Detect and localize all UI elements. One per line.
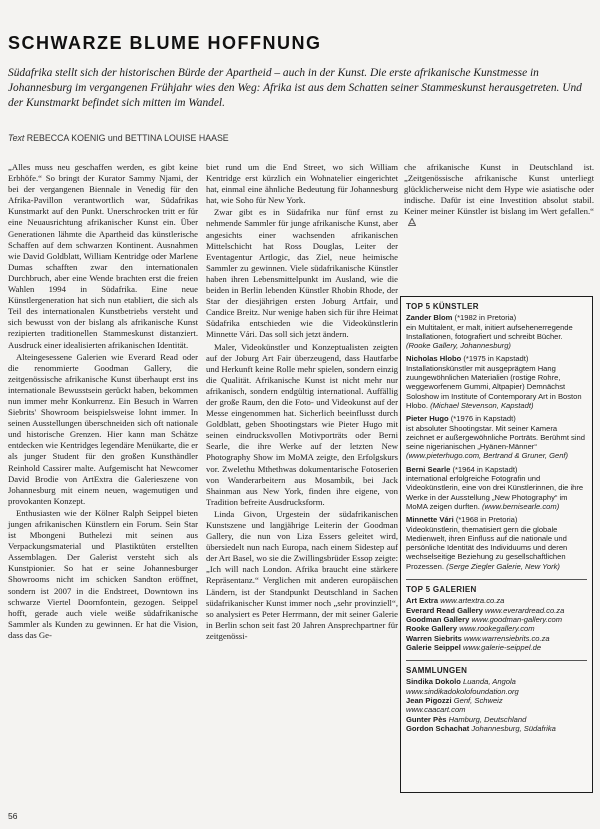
artist-entry — [406, 354, 587, 410]
gallery-url: www.artextra.co.za — [440, 596, 505, 606]
artist-name: Zander Blom — [406, 313, 453, 323]
gallery-name: Rooke Gallery — [406, 624, 458, 634]
collector-location: www.sindikadokolofoundation.org — [406, 686, 519, 696]
gallery-name: Everard Read Gallery — [406, 605, 483, 615]
collection-entry — [406, 677, 587, 686]
gallery-entry — [406, 606, 587, 615]
collection-entry — [406, 705, 587, 714]
paragraph: Zwar gibt es in Südafrika nur fünf ernst zu nehmende Sammler für junge afrikanische Kunst, aber angesichts einer wachsenden afrikanischen Mittelschicht hat Ross Douglas, Leiter der Eventagentur Artlogic, das Ziel, neue heimische Sammler zu gewinnen. Viele südafrikanische Künstler haben ihren Lebensmittelpunkt im Ausland, wie die beiden in Berlin lebenden Künstler Rhobin Rhode, der Star der diesjährigen ersten Joburg Artfair, und Candice Breitz. Nur wenige haben sich für ihre Heimat Südafrika entschieden wie die Videokünstlerin Minnette Vári. Das soll sich jetzt ändern. — [206, 207, 398, 340]
galleries-section — [406, 579, 587, 652]
article-column-3 — [404, 162, 594, 229]
article-column-2 — [206, 162, 398, 642]
info-sidebar — [400, 296, 593, 793]
page-number: 56 — [8, 811, 18, 821]
collector-name: Jean Pigozzi — [406, 695, 452, 705]
galleries-heading: TOP 5 GALERIEN — [406, 585, 477, 595]
paragraph: Enthusiasten wie der Kölner Ralph Seippel bieten jungen afrikanischen Künstlern ein Forum. Sein Star ist Mbongeni Buthelezi mit seinen aus Verpackungsmaterial und Plastiktüten erstellten Assemblagen. Der Galerist versteht sich als Kunstpionier. So hat er seine Johannesburger Showrooms nicht im schicken Sandton eröffnet, sondern ist 2007 in die Endstreet, Downtown ins schwarze Viertel Doornfontein, gezogen. Seippel hofft, gerade auch viele weiße südafrikanische Sammler als Kunden zu gewinnen. Er hat die Vision, dass das Ge- — [8, 507, 198, 640]
artist-entry — [406, 414, 587, 460]
collector-name: Gordon Schachat — [406, 723, 470, 733]
artist-detail: (*1982 in Pretoria) — [454, 313, 517, 323]
artist-description: Installationskünstler mit ausgeprägtem Hang zuungewöhnlichen Materialien (rostige Rohre, weggeworfenem Gummi, Altpapier) Demnächst Soloshow im Institute of Contemporary Art in Boston Hlobo. — [406, 363, 582, 410]
gallery-entry — [406, 615, 587, 624]
gallery-list — [406, 596, 587, 652]
paragraph: „Alles muss neu geschaffen werden, es gibt keine Erbhöfe.“ So bringt der Kurator Sammy Njami, der bei der vergangenen Biennale in Venedig für den Afrika-Pavillon verantwortlich war, Südafrikas Kunstmarkt auf den Punkt. Unerschrocken tritt er für eine Neuausrichtung afrikanischer Kunst ein. Über Generationen lähmte die Apartheid das künstlerische Schaffen auf dem schwarzen Kontinent. Ausnahmen wie David Goldblatt, William Kentridge oder Marlene Dumas schafften zwar den internationalen Durchbruch, aber eine Wende brachten erst die freien Wahlen 1994 in Südafrika. Eine neue Künstlergeneration hat sich nun etabliert, die sich als Teil des internationalen Kunstbetriebs versteht und sich bewusst von der bislang als afrikanische Kunst rezipierten traditionellen Stammeskunst distanziert. Ausdruck einer idealisierten afrikanischen Identität. — [8, 162, 198, 350]
collection-list — [406, 677, 587, 733]
gallery-name: Goodman Gallery — [406, 614, 470, 624]
collector-name: Gunter Pès — [406, 714, 447, 724]
gallery-entry — [406, 624, 587, 633]
artist-name: Nicholas Hlobo — [406, 354, 462, 364]
gallery-url: www.goodman-gallery.com — [471, 614, 563, 624]
gallery-url: www.warrensiebrits.co.za — [463, 633, 550, 643]
artist-detail: (*1975 in Kapstadt) — [463, 354, 529, 364]
article-title: SCHWARZE BLUME HOFFNUNG — [8, 33, 322, 53]
artist-name: Berni Searle — [406, 464, 451, 474]
end-mark-icon — [408, 218, 416, 226]
collection-entry — [406, 724, 587, 733]
artist-detail: (*1968 in Pretoria) — [455, 515, 518, 525]
artist-description: Videokünstlerin, thematisiert gern die globale Medienwelt, ihren Einfluss auf die nationale und persönliche Identität des Individuums und deren wechselseitige Beziehung zu gesellschaftlichen Prozessen. — [406, 524, 568, 571]
credit-label: Text — [8, 133, 25, 143]
paragraph-text: che afrikanische Kunst in Deutschland ist. „Zeitgenössische afrikanische Kunst unterliegt glücklicherweise nicht dem Hype wie asiatische oder indische. Dafür ist eine Investition absolut stabil. Keiner meiner Künstler ist bislang im Wert gefallen.“ — [404, 162, 594, 217]
artist-description: ist absoluter Shootingstar. Mit seiner Kamera zeichnet er außergewöhnliche Porträts. Berühmt sind seine nigerianischen „Hyänen-Männer“ — [406, 423, 585, 452]
gallery-entry — [406, 634, 587, 643]
collector-location: Hamburg, Deutschland — [448, 714, 527, 724]
collector-location: Johannesburg, Südafrika — [471, 723, 556, 733]
artist-source: (Serge Ziegler Galerie, New York) — [446, 561, 560, 571]
artist-list — [406, 313, 587, 571]
gallery-entry — [406, 596, 587, 605]
gallery-url: www.everardread.co.za — [484, 605, 565, 615]
artist-entry — [406, 515, 587, 571]
collection-entry — [406, 687, 587, 696]
artist-source: (Rooke Gallery, Johannesburg) — [406, 341, 511, 351]
paragraph: Alteingesessene Galerien wie Everard Read oder die renommierte Goodman Gallery, die zeitgenössische afrikanische Kunst überhaupt erst ins internationale Bewusstsein gerückt haben, bekommen nun immer mehr Konkurrenz. Ein Besuch in Warren Siebrits' Showroom beispielsweise lohnt immer. In seinen Ausstellungen überschneiden sich oft nationale und historische Grenzen. Hier kann man Schätze entdecken wie Kentridges legendäre Menükarte, die er als junger Student für den großen Kunsthändler Reinhold Cassirer malte. Aufgemischt hat Newcomer David Brodie von ArtExtra die Galerieszene von Johannesburg mit einem neuen, wagemutigen und provokanten Konzept. — [8, 351, 198, 506]
gallery-name: Galerie Seippel — [406, 642, 461, 652]
artists-heading: TOP 5 KÜNSTLER — [406, 302, 479, 311]
artist-name: Pieter Hugo — [406, 414, 449, 424]
collections-heading: SAMMLUNGEN — [406, 666, 468, 676]
article-column-1 — [8, 162, 198, 641]
collector-location: www.caacart.com — [406, 705, 466, 715]
paragraph — [404, 162, 594, 229]
collections-section — [406, 660, 587, 733]
artist-entry — [406, 465, 587, 511]
gallery-name: Art Extra — [406, 596, 439, 606]
paragraph: Linda Givon, Urgestein der südafrikanischen Kunstszene und langjährige Leiterin der Goodman Gallery, die nun von Liza Essers geleitet wird, übersiedelt nun nach Europa, nach einem Sidestep auf der Art Basel, wo sie die Zwillingsbrüder Essop zeigte: „Ich will nach London. Afrika braucht eine stärkere Repräsentanz.“ Verglichen mit anderen europäischen Ländern, ist der Standpunkt Deutschland in Sachen südafrikanischer Kunst immer noch „sehr provinziell“, so analysiert es Peter Herrmann, der mit seiner Galerie in Berlin schon seit fast 20 Jahren Ansprechpartner für zeitgenössi- — [206, 508, 398, 641]
credit-authors: REBECCA KOENIG und BETTINA LOUISE HAASE — [26, 133, 229, 143]
collector-location: Luanda, Angola — [462, 677, 516, 687]
author-credit — [8, 133, 229, 143]
paragraph: Maler, Videokünstler und Konzeptualisten zeigten auf der Joburg Art Fair überzeugend, dass Hautfarbe und Herkunft keine Rolle mehr spielen, sondern einzig die Qualität. Afrikanische Kunst ist nicht mehr nur afrikanisch, sondern endgültig international. Auffällig der große Raum, den die Foto- und Videokunst auf der Messe eingenommen hat. Sicherlich beeinflusst durch Goldblatt, geben Shootingstars wie Pieter Hugo mit seinen eindrucksvollen Motivporträts oder Berni Searle, die ihre Werke auf der letzten New Photography Show im MoMA zeigte, den Erfolgskurs vor. Zwelethu Mthethwas dokumentarische Fotoserien von Wanderarbeitern aus Mosambik, bei Jack Shainman aus New York, finden ihre eigene, von Tradition befreite Ausdrucksform. — [206, 341, 398, 507]
collection-entry — [406, 696, 587, 705]
artist-name: Minnette Vári — [406, 515, 454, 525]
gallery-name: Warren Siebrits — [406, 633, 462, 643]
artist-description: ein Multitalent, er malt, initiert aufsehenerregende Installationen, fotografiert und schreibt Bücher. — [406, 322, 573, 341]
artist-source: (www.bernisearle.com) — [482, 501, 560, 511]
gallery-url: www.rookegallery.com — [459, 624, 535, 634]
artist-description: international erfolgreiche Fotografin und Videokünstlerin, eine von drei Künstlerinnen, die ihre Werke in der Ausstellung „New Photography“ im MoMA zeigen durften. — [406, 474, 584, 511]
collection-entry — [406, 715, 587, 724]
gallery-url: www.galerie-seippel.de — [463, 642, 542, 652]
collector-location: Genf, Schweiz — [453, 695, 503, 705]
artist-detail: (*1964 in Kapstadt) — [452, 464, 518, 474]
artist-detail: (*1976 in Kapstadt) — [450, 414, 516, 424]
collector-name: Sindika Dokolo — [406, 677, 461, 687]
paragraph: biet rund um die End Street, wo sich William Kentridge erst kürzlich ein Wohnatelier eingerichtet hat, einmal eine ähnliche Bedeutung für Johannesburg hat, wie Soho für New York. — [206, 162, 398, 206]
article-intro: Südafrika stellt sich der historischen Bürde der Apartheid – auch in der Kunst. Die erste afrikanische Kunstmesse in Johannesburg im vergangenen Frühjahr wies den Weg: Afrika ist aus dem Schatten seiner Stammeskunst herausgetreten. Und der Kunstmarkt befindet sich mitten im Wandel. — [8, 67, 582, 109]
artist-entry — [406, 313, 587, 350]
artist-source: (Michael Stevenson, Kapstadt) — [430, 400, 534, 410]
gallery-entry — [406, 643, 587, 652]
artist-source: (www.pieterhugo.com, Bertrand & Gruner, Genf) — [406, 451, 569, 461]
